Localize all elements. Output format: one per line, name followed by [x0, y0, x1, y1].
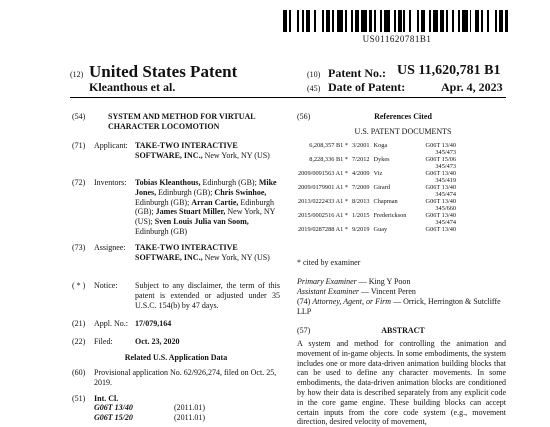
reference-row [296, 198, 458, 212]
reference-number: 6,208,357 B1 * [309, 142, 349, 149]
reference-date: 7/2009 [352, 184, 370, 191]
barcode-bar [508, 10, 510, 32]
country-label-num: (12) [70, 70, 84, 79]
reference-class [424, 198, 459, 212]
inventor-name: James Stuart Miller, [155, 207, 228, 217]
reference-number: 2015/0002516 A1 * [298, 212, 349, 219]
patent-number: US 11,620,781 B1 [397, 63, 501, 78]
header-rule [70, 97, 506, 98]
filed-value: Oct. 23, 2020 [135, 337, 180, 346]
field-51-num: (51) [72, 394, 86, 403]
reference-class [424, 212, 459, 226]
applicant-value [135, 141, 280, 161]
assignee-label: Assignee: [94, 243, 126, 252]
reference-class-sub: 345/474 [435, 219, 457, 226]
reference-class-main: G06T 13/40 [425, 170, 457, 177]
reference-row [296, 156, 458, 170]
field-22-num: (22) [72, 337, 86, 346]
reference-class-main: G06T 13/40 [425, 184, 457, 191]
reference-inventor: Dykes [373, 156, 390, 163]
reference-date: 3/2001 [352, 142, 370, 149]
reference-class-sub: 345/660 [435, 205, 457, 212]
reference-inventor: Chapman [373, 198, 398, 205]
int-cl-date: (2011.01) [174, 412, 206, 422]
reference-row [296, 142, 458, 156]
notice-text: Subject to any disclaimer, the term of this patent is extended or adjusted under 35 U.S.C. 154(b) by 47 days. [135, 281, 280, 310]
int-cl-label: Int. Cl. [94, 394, 119, 403]
field-72-num: (72) [72, 178, 86, 187]
field-57-num: (57) [297, 326, 311, 335]
reference-class-main: G06T 13/40 [425, 226, 457, 233]
us-patent-docs-heading: U.S. PATENT DOCUMENTS [354, 127, 452, 136]
reference-class-main: G06T 13/40 [425, 142, 457, 149]
primary-examiner-label: Primary Examiner [297, 277, 357, 286]
appl-no-label: Appl. No.: [94, 319, 128, 328]
inventor-name: Chris Swinhoe, [214, 187, 267, 197]
reference-class-sub: 345/473 [435, 149, 457, 156]
int-cl-row [94, 403, 284, 413]
reference-number: 2009/0091563 A1 * [298, 170, 349, 177]
inventor-location: Edinburgh (GB); [202, 178, 259, 187]
abstract-heading: ABSTRACT [381, 326, 425, 335]
country-title: United States Patent [89, 62, 238, 81]
primary-examiner-name: — King Y Poon [358, 277, 411, 286]
applicant-location: New York, NY (US) [204, 150, 270, 160]
field-56-num: (56) [297, 112, 311, 121]
int-cl-code: G06T 15/20 [94, 412, 133, 422]
inventor-location: Edinburgh (GB); [135, 197, 275, 217]
assignee-name: TAKE-TWO INTERACTIVE SOFTWARE, INC., [135, 243, 238, 262]
patent-no-label-num: (10) [307, 70, 321, 79]
reference-row [296, 226, 458, 233]
reference-row [296, 184, 458, 198]
reference-class [424, 226, 459, 233]
reference-inventor: Koga [373, 142, 388, 149]
provisional-text: Provisional application No. 62/926,274, filed on Oct. 25, 2019. [94, 368, 277, 387]
applicant-label: Applicant: [94, 141, 128, 150]
field-73-num: (73) [72, 243, 86, 252]
notice-num: ( * ) [72, 281, 86, 290]
inventor-short: Kleanthous et al. [89, 80, 176, 94]
reference-row [296, 212, 458, 226]
inventor-location: Edinburgh (GB); [135, 197, 192, 207]
notice-label: Notice: [94, 281, 118, 290]
reference-class-sub: 345/474 [435, 191, 457, 198]
barcode [283, 10, 511, 32]
int-cl-list [94, 403, 284, 423]
int-cl-row [94, 413, 284, 423]
reference-class-main: G06T 13/40 [425, 212, 457, 219]
abstract-text: A system and method for controlling the animation and movement of in-game objects. In some embodiments, the system includes one or more data-driven animation building blocks that can be used to define any character movements. In some embodiments, the data-driven animation blocks are conditioned by how their data is described separately from any explicit code in the core game engine. These building blocks can accept certain inputs from the core code system (e.g., movement direction, desired velocity of movement, [297, 339, 506, 427]
reference-inventor: Viz [373, 170, 383, 177]
references-table [296, 142, 458, 233]
reference-date: 4/2009 [352, 170, 370, 177]
reference-number: 2019/0287288 A1 * [298, 226, 349, 233]
references-heading: References Cited [374, 112, 432, 121]
assistant-examiner-label: Assistant Examiner [297, 287, 359, 296]
date-label: Date of Patent: [328, 80, 406, 94]
int-cl-code: G06T 13/40 [94, 403, 133, 412]
reference-number: 8,228,336 B1 * [309, 156, 349, 163]
field-21-num: (21) [72, 319, 86, 328]
reference-class [424, 156, 459, 170]
reference-inventor: Frederickson [373, 212, 407, 219]
attorney [297, 297, 506, 317]
inventors-list [135, 178, 280, 237]
field-74-num: (74) [297, 297, 311, 306]
reference-class-main: G06T 13/40 [425, 198, 457, 205]
field-54-num: (54) [72, 112, 86, 121]
reference-class-sub: 345/419 [435, 177, 457, 184]
reference-class [424, 170, 459, 184]
reference-inventor: Guay [373, 226, 388, 233]
reference-date: 7/2012 [352, 156, 370, 163]
reference-class [424, 184, 459, 198]
reference-number: 2009/0179901 A1 * [298, 184, 349, 191]
attorney-label: Attorney, Agent, or Firm [312, 297, 392, 306]
attorney-value: — Orrick, Herrington & Sutcliffe LLP [297, 297, 501, 316]
assignee-location: New York, NY (US) [204, 252, 270, 262]
inventor-name: Mike Jones, [135, 178, 277, 197]
cited-note: * cited by examiner [297, 258, 361, 267]
invention-title: SYSTEM AND METHOD FOR VIRTUAL CHARACTER LOCOMOTION [108, 112, 256, 131]
patent-no-label: Patent No.: [328, 66, 386, 80]
inventor-location: Edinburgh (GB) [135, 226, 188, 236]
inventor-name: Arran Cartie, [191, 197, 241, 207]
primary-examiner [297, 277, 410, 287]
field-71-num: (71) [72, 141, 86, 150]
reference-class-sub: 345/473 [435, 163, 457, 170]
reference-date: 1/2015 [352, 212, 370, 219]
inventor-name: Tobias Kleanthous, [135, 178, 203, 187]
filed-label: Filed: [94, 337, 113, 346]
int-cl-date: (2011.01) [174, 403, 206, 412]
field-60-num: (60) [72, 368, 86, 377]
patent-date: Apr. 4, 2023 [441, 80, 503, 94]
inventor-location: New York, NY (US); [135, 207, 276, 227]
reference-date: 8/2013 [352, 198, 370, 205]
reference-inventor: Girard [373, 184, 390, 191]
assistant-examiner-name: — Vincent Peren [361, 287, 416, 296]
inventor-name: Sven Louis Julia van Soom, [154, 217, 249, 227]
reference-date: 9/2019 [352, 226, 370, 233]
appl-no-value: 17/079,164 [135, 319, 172, 328]
reference-number: 2013/0222433 A1 * [298, 198, 349, 205]
applicant-name: TAKE-TWO INTERACTIVE SOFTWARE, INC., [135, 141, 238, 160]
reference-row [296, 170, 458, 184]
assistant-examiner [297, 287, 416, 297]
date-label-num: (45) [307, 84, 321, 93]
publication-number: US011620781B1 [362, 34, 432, 44]
reference-class-main: G06T 15/06 [425, 156, 457, 163]
related-data-heading: Related U.S. Application Data [124, 353, 228, 362]
assignee-value [135, 243, 280, 263]
inventor-location: Edinburgh (GB); [158, 187, 215, 197]
reference-class [424, 142, 459, 156]
inventors-label: Inventors: [94, 178, 127, 187]
